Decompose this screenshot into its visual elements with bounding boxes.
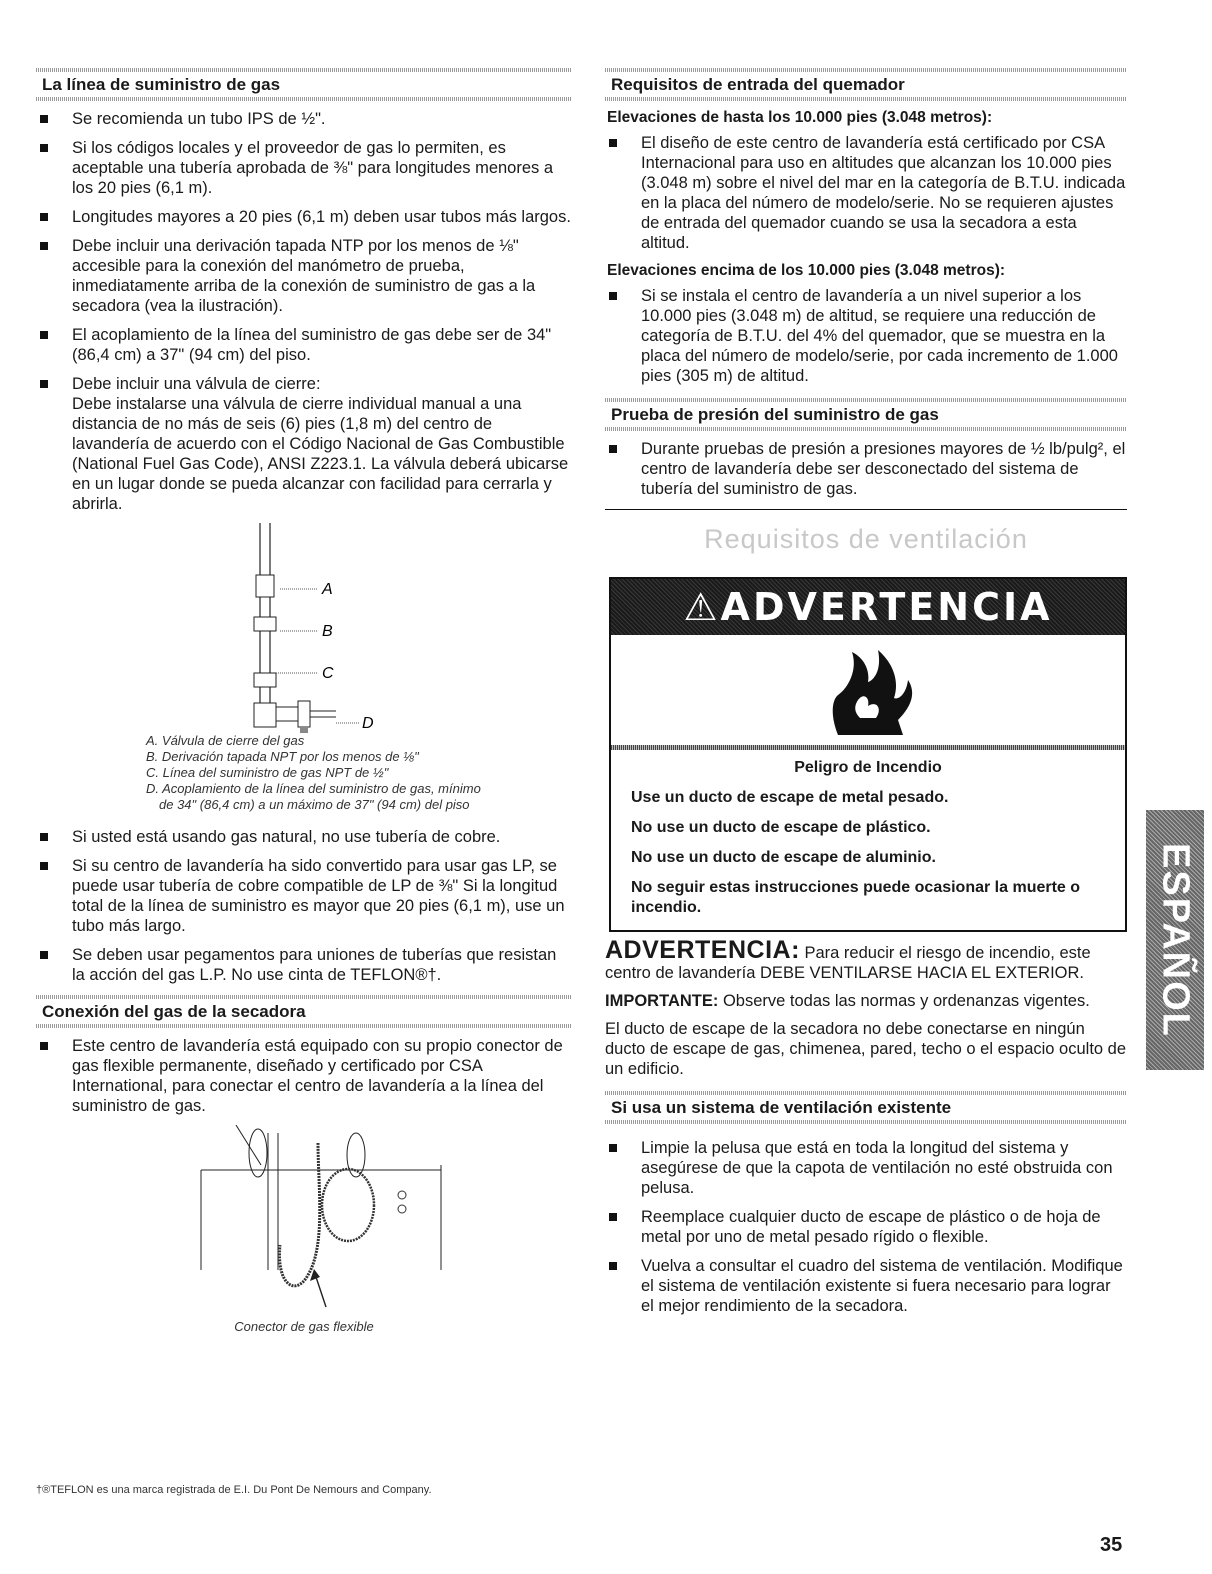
warning-text [611, 750, 1125, 930]
warning-line: No use un ducto de escape de aluminio. [631, 849, 936, 866]
gas-supply-list-2 [36, 827, 572, 985]
divider [605, 509, 1127, 510]
label-b: B [322, 623, 333, 640]
section-header-existing-vent [605, 1091, 1127, 1124]
gas-pipe-diagram [36, 523, 572, 733]
connector-illustration [36, 1125, 572, 1315]
warning-line: No use un ducto de escape de plástico. [631, 819, 931, 836]
warning-line: Use un ducto de escape de metal pesado. [631, 789, 949, 806]
warning-box [609, 577, 1127, 932]
warning-header-text: ⚠ADVERTENCIA [683, 585, 1053, 629]
left-column [36, 68, 572, 1334]
flexible-connector-diagram [36, 1125, 572, 1315]
label-c: C [322, 665, 334, 682]
pipe-illustration [36, 523, 572, 733]
page-number: 35 [1100, 1534, 1123, 1556]
gas-supply-list [36, 109, 572, 514]
section-header-gas-supply-line [36, 68, 572, 101]
figure-caption: Conector de gas flexible [234, 1319, 374, 1334]
list-item: Reemplace cualquier ducto de escape de plástico o de hoja de metal por uno de metal pesado rígido o flexible. [605, 1207, 1127, 1247]
section-title: Si usa un sistema de ventilación existente [611, 1098, 952, 1117]
list-item: Se recomienda un tubo IPS de ½". [36, 109, 572, 129]
duct-paragraph: El ducto de escape de la secadora no debe conectarse en ningún ducto de escape de gas, chimenea, pared, techo o el espacio oculto de un edificio. [605, 1020, 1127, 1078]
right-column [605, 68, 1127, 1325]
list-item: Debe incluir una derivación tapada NTP por los menos de ⅛" accesible para la conexión del manómetro de prueba, inmediatamente arriba de la conexión de suministro de gas a la secadora (vea la ilustración). [36, 236, 572, 316]
list-item: Se deben usar pegamentos para uniones de tuberías que resistan la acción del gas L.P. No use cinta de TEFLON®†. [36, 945, 572, 985]
language-side-tab [1146, 810, 1204, 1070]
list-item: Debe incluir una válvula de cierre: Debe instalarse una válvula de cierre individual manual a una distancia de no más de seis (6) pies (1,8 m) del centro de lavandería de acuerdo con el Código Nacional de Gas Combustible (National Fuel Gas Code), ANSI Z223.1. La válvula deberá ubicarse en un lugar donde se pueda alcanzar con facilidad para cerrarla y abrirla. [36, 374, 572, 514]
subheading: Elevaciones de hasta los 10.000 pies (3.048 metros): [607, 109, 993, 126]
list-item: El diseño de este centro de lavandería está certificado por CSA Internacional para uso en altitudes que alcanzan los 10.000 pies (3.048 m) sobre el nivel del mar en la categoría de B.T.U. indicada en la placa del número de modelo/serie. No se requieren ajustes de entrada del quemador cuando se usa la secadora a esta altitud. [605, 133, 1127, 253]
list-item: Este centro de lavandería está equipado con su propio conector de gas flexible permanente, diseñado y certificado por CSA International, para conectar el centro de lavandería a la línea del suministro de gas. [36, 1036, 572, 1116]
list-item: Vuelva a consultar el cuadro del sistema de ventilación. Modifique el sistema de ventilación existente si fuera necesario para lograr el mejor rendimiento de la secadora. [605, 1256, 1127, 1316]
side-tab-label: ESPAÑOL [1154, 842, 1197, 1038]
section-header-burner-input [605, 68, 1127, 101]
elevation-list-1 [605, 133, 1127, 253]
importante-label: IMPORTANTE: [605, 992, 719, 1010]
importante-paragraph [605, 991, 1127, 1011]
list-item: El acoplamiento de la línea del suministro de gas debe ser de 34" (86,4 cm) a 37" (94 cm) del piso. [36, 325, 572, 365]
section-title: Prueba de presión del suministro de gas [611, 405, 939, 424]
warning-line: No seguir estas instrucciones puede ocasionar la muerte o incendio. [631, 879, 1081, 916]
fire-hazard-icon [611, 635, 1125, 745]
section-title: Conexión del gas de la secadora [42, 1002, 306, 1021]
list-item: Limpie la pelusa que está en toda la longitud del sistema y asegúrese de que la capota de ventilación no esté obstruida con pelusa. [605, 1138, 1127, 1198]
legend-item: de 34" (86,4 cm) a un máximo de 37" (94 cm) del piso [159, 797, 470, 812]
list-item: Si su centro de lavandería ha sido convertido para usar gas LP, se puede usar tubería de cobre compatible de LP de ⅜" Si la longitud total de la línea de suministro es mayor que 20 pies (6,1 m), use un tubo más largo. [36, 856, 572, 936]
advertencia-text: Para reducir el riesgo de incendio, este centro de lavandería DEBE VENTILARSE HACIA EL EXTERIOR. [605, 944, 1091, 982]
section-title: Requisitos de entrada del quemador [611, 75, 905, 94]
legend-item: A. Válvula de cierre del gas [146, 733, 305, 748]
figure-legend [146, 733, 572, 813]
list-item: Si usted está usando gas natural, no use tubería de cobre. [36, 827, 572, 847]
list-item: Longitudes mayores a 20 pies (6,1 m) deben usar tubos más largos. [36, 207, 572, 227]
label-d: D [362, 715, 374, 732]
section-header-dryer-gas-connection [36, 995, 572, 1028]
legend-item: B. Derivación tapada NPT por los menos de ⅛" [146, 749, 419, 764]
existing-vent-list [605, 1138, 1127, 1316]
advertencia-paragraph [605, 936, 1127, 983]
list-item: Si se instala el centro de lavandería a un nivel superior a los 10.000 pies (3.048 m) de altitud, se requiere una reducción de categoría de B.T.U. del 4% del quemador, que se muestra en la placa del número de modelo/serie, por cada incremento de 1.000 pies (305 m) de altitud. [605, 286, 1127, 386]
importante-text: Observe todas las normas y ordenanzas vigentes. [718, 992, 1090, 1010]
legend-item: C. Línea del suministro de gas NPT de ½" [146, 765, 389, 780]
footnote: †®TEFLON es una marca registrada de E.I. Du Pont De Nemours and Company. [36, 1484, 432, 1496]
elevation-list-2 [605, 286, 1127, 386]
list-item: Durante pruebas de presión a presiones mayores de ½ lb/pulg², el centro de lavandería debe ser desconectado del sistema de tubería del suministro de gas. [605, 439, 1127, 499]
label-a: A [322, 581, 333, 598]
advertencia-label: ADVERTENCIA: [605, 936, 800, 964]
warning-header [611, 579, 1125, 635]
section-title: La línea de suministro de gas [42, 75, 281, 94]
dryer-connection-list [36, 1036, 572, 1116]
hazard-title: Peligro de Incendio [794, 759, 942, 776]
pressure-test-list [605, 439, 1127, 499]
legend-item: D. Acoplamiento de la línea del suministro de gas, mínimo [146, 781, 481, 796]
subheading: Elevaciones encima de los 10.000 pies (3.048 metros): [607, 262, 1006, 279]
list-item: Si los códigos locales y el proveedor de gas lo permiten, es aceptable una tubería aprobada de ⅜" para longitudes menores a los 20 pies (6,1 m). [36, 138, 572, 198]
section-header-pressure-test [605, 398, 1127, 431]
vent-requirements-title: Requisitos de ventilación [704, 524, 1028, 554]
